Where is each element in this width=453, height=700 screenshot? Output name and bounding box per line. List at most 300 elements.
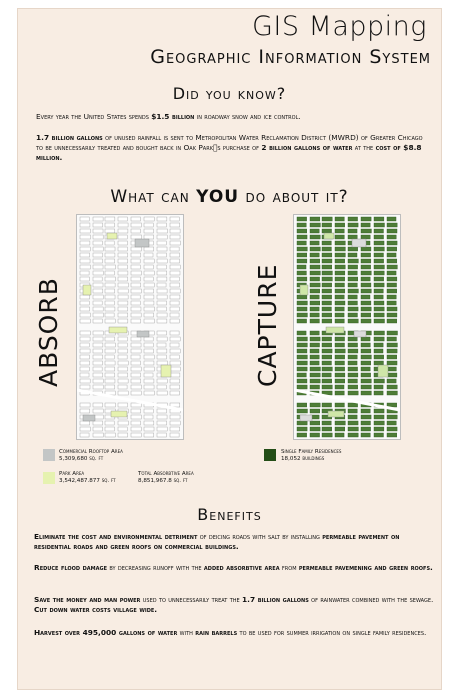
building-footprint — [105, 349, 115, 353]
building-footprint — [170, 241, 180, 245]
bold-run-0: Harvest over 495,000 gallons of water — [34, 628, 178, 637]
building-footprint — [93, 343, 103, 347]
building-footprint — [335, 337, 345, 341]
building-footprint — [80, 433, 89, 437]
building-footprint — [80, 307, 90, 311]
building-footprint — [118, 337, 127, 341]
building-footprint — [93, 241, 102, 245]
building-footprint — [348, 373, 358, 377]
building-footprint — [93, 367, 102, 371]
building-footprint — [322, 241, 331, 245]
building-footprint — [157, 331, 167, 335]
building-footprint — [387, 319, 397, 323]
building-footprint — [80, 337, 90, 341]
building-footprint — [374, 217, 384, 221]
building-footprint — [144, 319, 154, 323]
building-footprint — [118, 421, 128, 425]
building-footprint — [170, 277, 179, 281]
building-footprint — [374, 349, 383, 353]
bold-run-0: Reduce flood damage — [34, 563, 108, 572]
building-footprint — [80, 385, 90, 389]
building-footprint — [118, 223, 128, 227]
building-footprint — [131, 403, 141, 407]
building-footprint — [170, 319, 179, 323]
land-parcel — [300, 415, 312, 421]
building-footprint — [310, 337, 320, 341]
building-footprint — [374, 319, 384, 323]
building-footprint — [170, 331, 179, 335]
building-footprint — [144, 301, 154, 305]
building-footprint — [144, 391, 154, 395]
building-footprint — [118, 391, 128, 395]
building-footprint — [144, 271, 154, 275]
building-footprint — [310, 277, 320, 281]
building-footprint — [361, 349, 371, 353]
building-footprint — [335, 319, 344, 323]
building-footprint — [131, 235, 141, 239]
building-footprint — [157, 259, 167, 263]
building-footprint — [322, 253, 332, 257]
text-run-2: in roadway snow and ice control. — [194, 112, 301, 121]
building-footprint — [118, 433, 128, 437]
building-footprint — [387, 415, 397, 419]
bold-run-2: 2 billion gallons of water — [261, 143, 353, 152]
building-footprint — [131, 415, 141, 419]
building-footprint — [297, 421, 307, 425]
building-footprint — [322, 337, 332, 341]
building-footprint — [335, 253, 345, 257]
building-footprint — [348, 343, 358, 347]
building-footprint — [387, 373, 397, 377]
building-footprint — [105, 367, 115, 371]
building-footprint — [335, 235, 344, 239]
building-footprint — [118, 355, 127, 359]
building-footprint — [374, 391, 383, 395]
building-footprint — [170, 271, 180, 275]
building-footprint — [310, 319, 319, 323]
building-footprint — [322, 295, 332, 299]
building-footprint — [387, 229, 397, 233]
residences-legend-label: Single Family Residences — [281, 449, 342, 455]
building-footprint — [374, 343, 383, 347]
building-footprint — [144, 343, 153, 347]
rooftop-legend-value: 5,309,680 sq. ft — [59, 456, 104, 462]
building-footprint — [118, 307, 128, 311]
building-footprint — [93, 271, 103, 275]
building-footprint — [361, 433, 370, 437]
building-footprint — [105, 247, 115, 251]
building-footprint — [170, 295, 180, 299]
building-footprint — [297, 277, 307, 281]
building-footprint — [335, 355, 345, 359]
building-footprint — [144, 289, 154, 293]
building-footprint — [80, 319, 90, 323]
building-footprint — [118, 283, 128, 287]
building-footprint — [348, 247, 358, 251]
building-footprint — [118, 367, 127, 371]
building-footprint — [80, 265, 90, 269]
building-footprint — [93, 385, 103, 389]
building-footprint — [80, 253, 90, 257]
building-footprint — [297, 241, 306, 245]
building-footprint — [374, 259, 384, 263]
building-footprint — [118, 217, 127, 221]
building-footprint — [80, 343, 89, 347]
building-footprint — [170, 367, 180, 371]
benefits-heading: Benefits — [197, 505, 262, 524]
building-footprint — [297, 409, 307, 413]
building-footprint — [335, 433, 344, 437]
building-footprint — [374, 223, 384, 227]
building-footprint — [144, 337, 153, 341]
building-footprint — [374, 361, 383, 365]
building-footprint — [144, 427, 154, 431]
building-footprint — [170, 415, 180, 419]
building-footprint — [322, 367, 332, 371]
building-footprint — [118, 385, 127, 389]
building-footprint — [170, 247, 179, 251]
building-footprint — [297, 433, 307, 437]
building-footprint — [387, 337, 396, 341]
building-footprint — [348, 337, 357, 341]
building-footprint — [310, 313, 319, 317]
building-footprint — [131, 337, 141, 341]
building-footprint — [387, 301, 396, 305]
building-footprint — [348, 277, 358, 281]
building-footprint — [374, 271, 384, 275]
building-footprint — [322, 379, 332, 383]
building-footprint — [144, 283, 154, 287]
building-footprint — [297, 385, 307, 389]
building-footprint — [157, 265, 166, 269]
building-footprint — [80, 349, 90, 353]
building-footprint — [118, 373, 128, 377]
building-footprint — [105, 361, 115, 365]
building-footprint — [170, 283, 180, 287]
building-footprint — [348, 253, 357, 257]
building-footprint — [297, 247, 307, 251]
building-footprint — [297, 223, 306, 227]
building-footprint — [105, 433, 115, 437]
capture-map-graphic — [294, 215, 400, 439]
building-footprint — [157, 409, 167, 413]
building-footprint — [157, 277, 167, 281]
bold-run-1: $1.5 billion — [151, 112, 195, 121]
building-footprint — [348, 295, 357, 299]
building-footprint — [335, 391, 344, 395]
building-footprint — [144, 235, 154, 239]
building-footprint — [118, 403, 128, 407]
building-footprint — [361, 235, 370, 239]
building-footprint — [144, 415, 153, 419]
building-footprint — [374, 331, 384, 335]
page-subtitle: Geographic Information System — [150, 46, 431, 68]
building-footprint — [144, 265, 153, 269]
building-footprint — [310, 355, 319, 359]
land-parcel — [83, 285, 91, 295]
building-footprint — [387, 433, 397, 437]
did-you-know-heading: Did you know? — [172, 84, 287, 103]
building-footprint — [93, 427, 102, 431]
building-footprint — [335, 289, 345, 293]
what-can-you-do-heading — [18, 187, 441, 207]
building-footprint — [118, 229, 128, 233]
building-footprint — [93, 361, 102, 365]
building-footprint — [322, 259, 332, 263]
building-footprint — [335, 295, 344, 299]
text-run-3: from — [279, 563, 299, 572]
text-run-1: of deicing roads with salt by installing — [197, 532, 323, 541]
building-footprint — [335, 427, 345, 431]
building-footprint — [157, 385, 166, 389]
building-footprint — [335, 313, 344, 317]
building-footprint — [361, 223, 370, 227]
bold-run-4: Cut down water costs village wide. — [34, 605, 158, 614]
building-footprint — [170, 217, 179, 221]
building-footprint — [93, 301, 102, 305]
building-footprint — [310, 271, 320, 275]
building-footprint — [170, 265, 180, 269]
land-parcel — [354, 331, 366, 337]
building-footprint — [361, 319, 371, 323]
building-footprint — [374, 247, 384, 251]
building-footprint — [387, 343, 397, 347]
building-footprint — [80, 379, 90, 383]
building-footprint — [80, 217, 89, 221]
building-footprint — [105, 427, 115, 431]
building-footprint — [157, 295, 167, 299]
building-footprint — [361, 289, 371, 293]
building-footprint — [335, 259, 345, 263]
building-footprint — [374, 295, 383, 299]
building-footprint — [170, 313, 179, 317]
building-footprint — [80, 277, 89, 281]
building-footprint — [131, 361, 140, 365]
building-footprint — [335, 247, 345, 251]
building-footprint — [387, 289, 397, 293]
bold-run-2: added absorbtive area — [203, 563, 280, 572]
building-footprint — [310, 349, 319, 353]
building-footprint — [310, 295, 319, 299]
building-footprint — [118, 343, 127, 347]
building-footprint — [335, 223, 345, 227]
building-footprint — [361, 427, 371, 431]
building-footprint — [105, 253, 115, 257]
building-footprint — [144, 409, 153, 413]
building-footprint — [297, 331, 306, 335]
building-footprint — [105, 283, 115, 287]
building-footprint — [297, 217, 307, 221]
building-footprint — [322, 433, 332, 437]
building-footprint — [118, 253, 128, 257]
building-footprint — [387, 427, 397, 431]
building-footprint — [105, 223, 115, 227]
building-footprint — [310, 403, 320, 407]
building-footprint — [170, 289, 180, 293]
building-footprint — [361, 361, 371, 365]
building-footprint — [387, 421, 396, 425]
building-footprint — [80, 421, 90, 425]
building-footprint — [144, 421, 154, 425]
building-footprint — [387, 277, 397, 281]
building-footprint — [93, 235, 103, 239]
capture-map — [293, 214, 401, 440]
building-footprint — [297, 271, 306, 275]
building-footprint — [93, 229, 103, 233]
bold-run-2: rain barrels — [195, 628, 238, 637]
building-footprint — [297, 301, 307, 305]
building-footprint — [297, 379, 307, 383]
building-footprint — [297, 349, 307, 353]
building-footprint — [144, 295, 154, 299]
building-footprint — [387, 361, 397, 365]
land-parcel — [378, 365, 388, 377]
building-footprint — [297, 319, 307, 323]
building-footprint — [322, 313, 332, 317]
building-footprint — [387, 223, 397, 227]
building-footprint — [105, 379, 115, 383]
building-footprint — [118, 265, 127, 269]
building-footprint — [348, 271, 357, 275]
building-footprint — [80, 367, 89, 371]
building-footprint — [335, 421, 345, 425]
building-footprint — [170, 301, 179, 305]
building-footprint — [310, 217, 320, 221]
building-footprint — [80, 271, 89, 275]
building-footprint — [310, 301, 320, 305]
park-legend-value: 3,542,487.877 sq. ft — [59, 478, 116, 484]
building-footprint — [374, 253, 383, 257]
building-footprint — [374, 307, 384, 311]
land-parcel — [328, 411, 344, 417]
building-footprint — [348, 409, 357, 413]
building-footprint — [157, 217, 167, 221]
building-footprint — [387, 313, 397, 317]
building-footprint — [118, 259, 128, 263]
building-footprint — [131, 409, 141, 413]
building-footprint — [374, 427, 384, 431]
building-footprint — [131, 433, 141, 437]
building-footprint — [131, 349, 141, 353]
building-footprint — [131, 385, 141, 389]
building-footprint — [322, 427, 332, 431]
building-footprint — [374, 301, 384, 305]
building-footprint — [335, 379, 345, 383]
building-footprint — [297, 313, 307, 317]
building-footprint — [170, 421, 180, 425]
building-footprint — [80, 331, 90, 335]
building-footprint — [310, 427, 320, 431]
building-footprint — [335, 349, 345, 353]
building-footprint — [310, 385, 320, 389]
what-post: do about it? — [239, 187, 349, 207]
building-footprint — [118, 295, 128, 299]
building-footprint — [80, 313, 90, 317]
building-footprint — [348, 379, 357, 383]
building-footprint — [93, 421, 103, 425]
building-footprint — [348, 385, 358, 389]
building-footprint — [322, 319, 332, 323]
building-footprint — [170, 229, 180, 233]
building-footprint — [131, 391, 141, 395]
building-footprint — [310, 307, 319, 311]
building-footprint — [387, 253, 396, 257]
building-footprint — [297, 403, 307, 407]
building-footprint — [157, 235, 167, 239]
building-footprint — [105, 229, 115, 233]
building-footprint — [170, 391, 179, 395]
building-footprint — [374, 289, 383, 293]
building-footprint — [297, 427, 307, 431]
building-footprint — [118, 277, 128, 281]
building-footprint — [131, 343, 141, 347]
building-footprint — [131, 271, 141, 275]
bold-run-2: permeable pavement on residential roads and green roofs on commercial buildings. — [34, 532, 400, 551]
land-parcel — [161, 365, 171, 377]
building-footprint — [310, 235, 320, 239]
building-footprint — [361, 421, 370, 425]
building-footprint — [170, 361, 180, 365]
building-footprint — [297, 337, 307, 341]
building-footprint — [361, 409, 370, 413]
building-footprint — [93, 307, 103, 311]
building-footprint — [157, 283, 166, 287]
building-footprint — [131, 223, 141, 227]
building-footprint — [310, 433, 320, 437]
what-you: YOU — [196, 187, 240, 207]
building-footprint — [144, 313, 154, 317]
building-footprint — [157, 391, 167, 395]
building-footprint — [348, 319, 358, 323]
building-footprint — [144, 379, 154, 383]
building-footprint — [131, 301, 140, 305]
building-footprint — [335, 403, 344, 407]
park-legend — [59, 471, 116, 485]
building-footprint — [310, 421, 320, 425]
building-footprint — [322, 421, 331, 425]
building-footprint — [118, 361, 128, 365]
building-footprint — [105, 355, 114, 359]
building-footprint — [105, 241, 114, 245]
building-footprint — [105, 313, 114, 317]
land-parcel — [111, 411, 127, 417]
building-footprint — [297, 355, 307, 359]
building-footprint — [322, 283, 332, 287]
building-footprint — [157, 361, 167, 365]
building-footprint — [374, 433, 383, 437]
benefit-2 — [34, 563, 434, 573]
building-footprint — [361, 337, 370, 341]
building-footprint — [131, 319, 141, 323]
building-footprint — [348, 229, 357, 233]
building-footprint — [348, 235, 357, 239]
total-legend — [138, 471, 194, 485]
building-footprint — [335, 229, 344, 233]
building-footprint — [170, 259, 180, 263]
building-footprint — [131, 247, 141, 251]
building-footprint — [157, 379, 167, 383]
building-footprint — [105, 343, 115, 347]
building-footprint — [80, 361, 90, 365]
building-footprint — [335, 301, 345, 305]
bold-run-0: Eliminate the cost and environmental detriment — [34, 532, 198, 541]
building-footprint — [170, 355, 179, 359]
building-footprint — [310, 253, 319, 257]
building-footprint — [361, 373, 371, 377]
building-footprint — [374, 265, 384, 269]
building-footprint — [374, 235, 384, 239]
land-parcel — [352, 239, 366, 247]
